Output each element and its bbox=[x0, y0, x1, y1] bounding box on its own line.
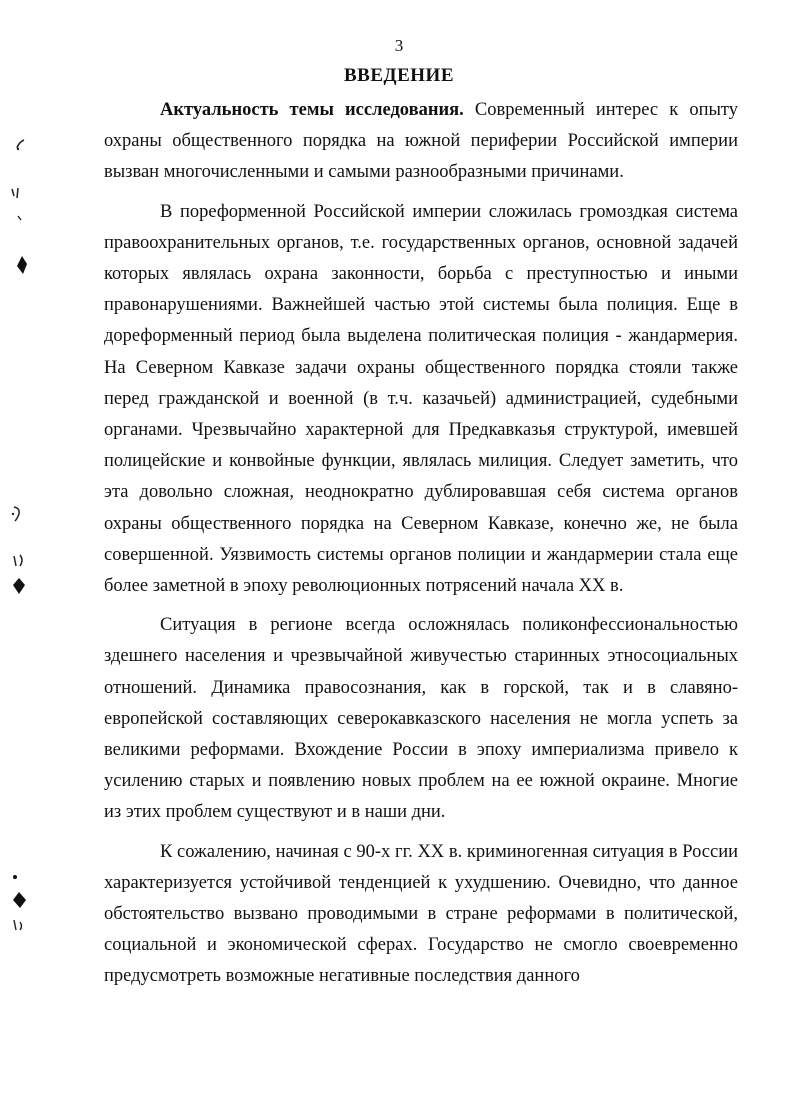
scan-artifact-mark bbox=[14, 254, 32, 276]
scan-artifact-mark bbox=[10, 872, 30, 942]
paragraph-text: Современный интерес к опыту охраны общественного порядка на южной периферии Российской империи вызван многочисленными и самыми разнообразными причинами. bbox=[104, 100, 738, 183]
scan-artifact-mark bbox=[10, 186, 26, 224]
page-title: ВВЕДЕНИЕ bbox=[344, 65, 454, 86]
body-text bbox=[104, 95, 738, 993]
paragraph-2 bbox=[104, 197, 738, 603]
paragraph-lead: Актуальность темы исследования. bbox=[160, 100, 464, 120]
scan-artifact-mark bbox=[10, 552, 28, 596]
paragraph-text: Ситуация в регионе всегда осложнялась поликонфессиональностью здешнего населения и чрезвычайной живучестью старинных этносоциальных отношений. Динамика правосознания, как в горской, так и в славяно-европейской составляющих северокавказского населения не могла успеть за великими реформами. Вхождение России в эпоху империализма привело к усилению старых и появлению новых проблем на ее южной окраине. Многие из этих проблем существуют и в наши дни. bbox=[104, 615, 738, 823]
page-number: 3 bbox=[394, 36, 404, 55]
scan-artifact-mark bbox=[14, 136, 28, 152]
scan-artifact-mark bbox=[10, 504, 24, 524]
paragraph-3 bbox=[104, 610, 738, 828]
paragraph-4 bbox=[104, 837, 738, 993]
paragraph-1 bbox=[104, 95, 738, 189]
paragraph-text: В пореформенной Российской империи сложилась громоздкая система правоохранительных органов, т.е. государственных органов, основной задачей которых являлась охрана законности, борьба с преступностью и иными правонарушениями. Важнейшей частью этой системы была полиция. Еще в дореформенный период была выделена политическая полиция - жандармерия. На Северном Кавказе задачи охраны общественного порядка стояли также перед гражданской и военной (в т.ч. казачьей) администрацией, судебными органами. Чрезвычайно характерной для Предкавказья структурой, имевшей полицейские и конвойные функции, являлась милиция. Следует заметить, что эта довольно сложная, неоднократно дублировавшая себя система органов охраны общественного порядка на Северном Кавказе, конечно же, не была совершенной. Уязвимость системы органов полиции и жандармерии стала еще более заметной в эпоху революционных потрясений начала XX в. bbox=[104, 201, 738, 597]
paragraph-text: К сожалению, начиная с 90-х гг. XX в. криминогенная ситуация в России характеризуется устойчивой тенденцией к ухудшению. Очевидно, что данное обстоятельство вызвано проводимыми в стране реформами в политической, социальной и экономической сферах. Государство не смогло своевременно предусмотреть возможные негативные последствия данного bbox=[104, 841, 738, 987]
